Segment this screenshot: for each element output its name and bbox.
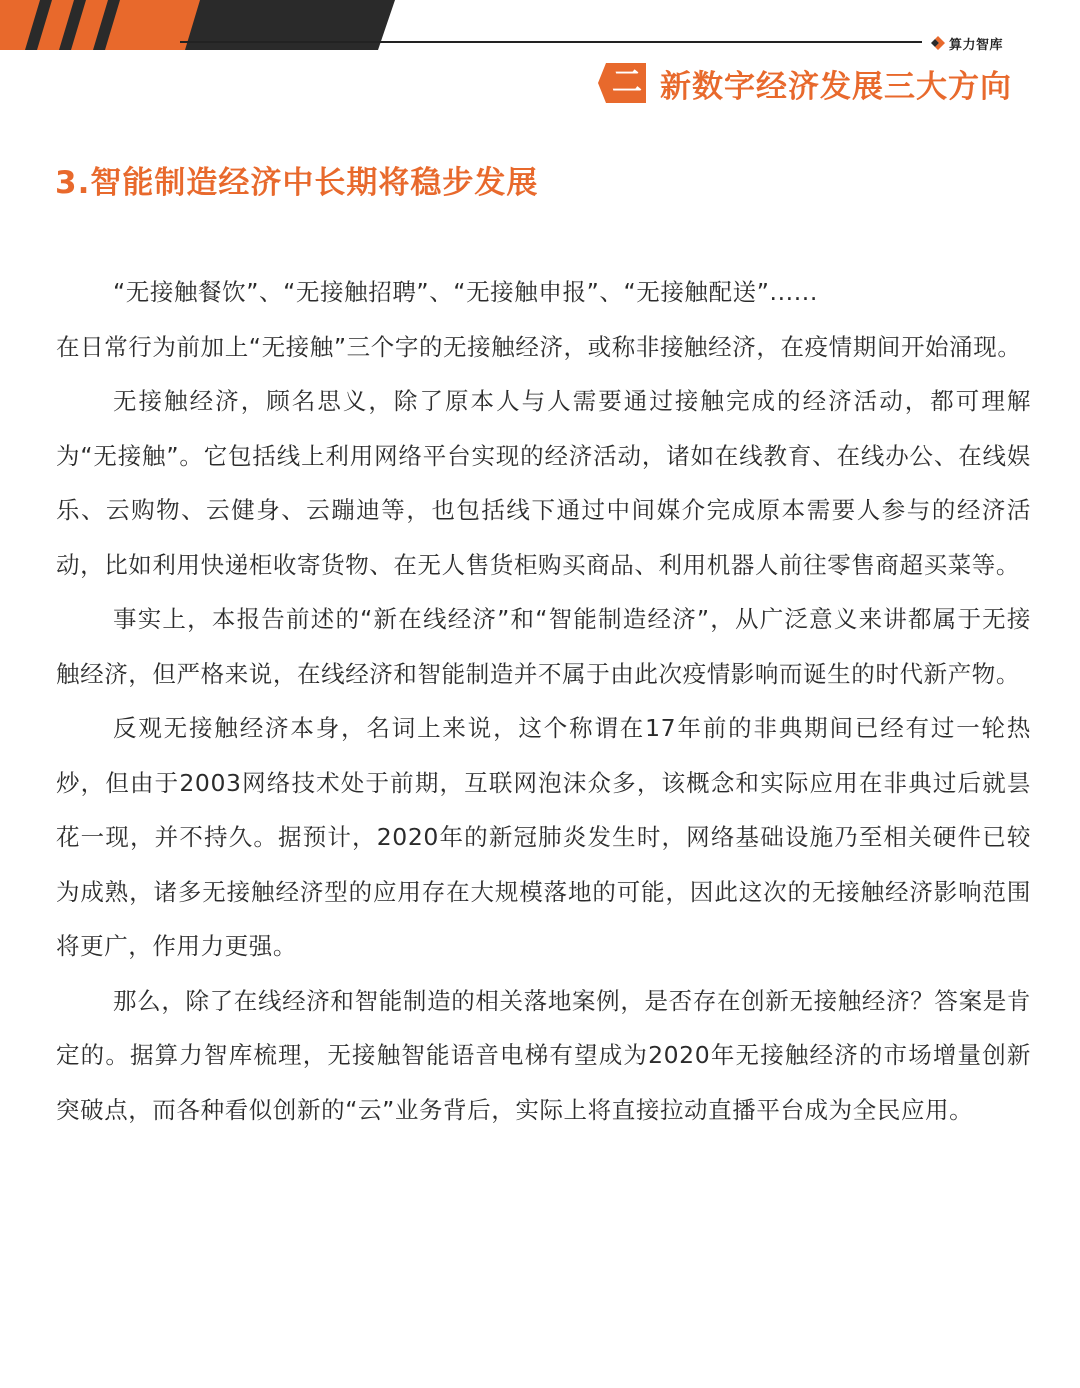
brand-name: 算力智库	[949, 37, 1004, 53]
brand-mark-icon	[930, 35, 946, 51]
subsection-heading: 3.智能制造经济中长期将稳步发展	[55, 165, 539, 201]
paragraph: 反观无接触经济本身，名词上来说，这个称谓在17年前的非典期间已经有过一轮热炒，但由于2003网络技术处于前期，互联网泡沫众多，该概念和实际应用在非典过后就昙花一现，并不持久。据预计，2020年的新冠肺炎发生时，网络基础设施乃至相关硬件已较为成熟，诸多无接触经济型的应用存在大规模落地的可能，因此这次的无接触经济影响范围将更广，作用力更强。	[56, 714, 1031, 960]
section-number: 二	[612, 65, 642, 100]
section-title: 新数字经济发展三大方向	[660, 68, 1012, 105]
section-number-badge	[598, 63, 646, 103]
header-rule	[180, 41, 922, 43]
paragraph: 事实上，本报告前述的“新在线经济”和“智能制造经济”，从广泛意义来讲都属于无接触经济，但严格来说，在线经济和智能制造并不属于由此次疫情影响而诞生的时代新产物。	[56, 605, 1031, 688]
brand-logo	[930, 34, 1003, 52]
article-body	[56, 265, 1031, 1137]
paragraph: 那么，除了在线经济和智能制造的相关落地案例，是否存在创新无接触经济？答案是肯定的。据算力智库梳理，无接触智能语音电梯有望成为2020年无接触经济的市场增量创新突破点，而各种看似创新的“云”业务背后，实际上将直接拉动直播平台成为全民应用。	[56, 986, 1031, 1124]
paragraph: 无接触经济，顾名思义，除了原本人与人需要通过接触完成的经济活动，都可理解为“无接触”。它包括线上利用网络平台实现的经济活动，诸如在线教育、在线办公、在线娱乐、云购物、云健身、云蹦迪等，也包括线下通过中间媒介完成原本需要人参与的经济活动，比如利用快递柜收寄货物、在无人售货柜购买商品、利用机器人前往零售商超买菜等。	[56, 387, 1031, 579]
paragraph: “无接触餐饮”、“无接触招聘”、“无接触申报”、“无接触配送”......	[113, 278, 818, 306]
paragraph: 在日常行为前加上“无接触”三个字的无接触经济，或称非接触经济，在疫情期间开始涌现。	[56, 332, 1022, 361]
section-tag	[598, 60, 1012, 106]
